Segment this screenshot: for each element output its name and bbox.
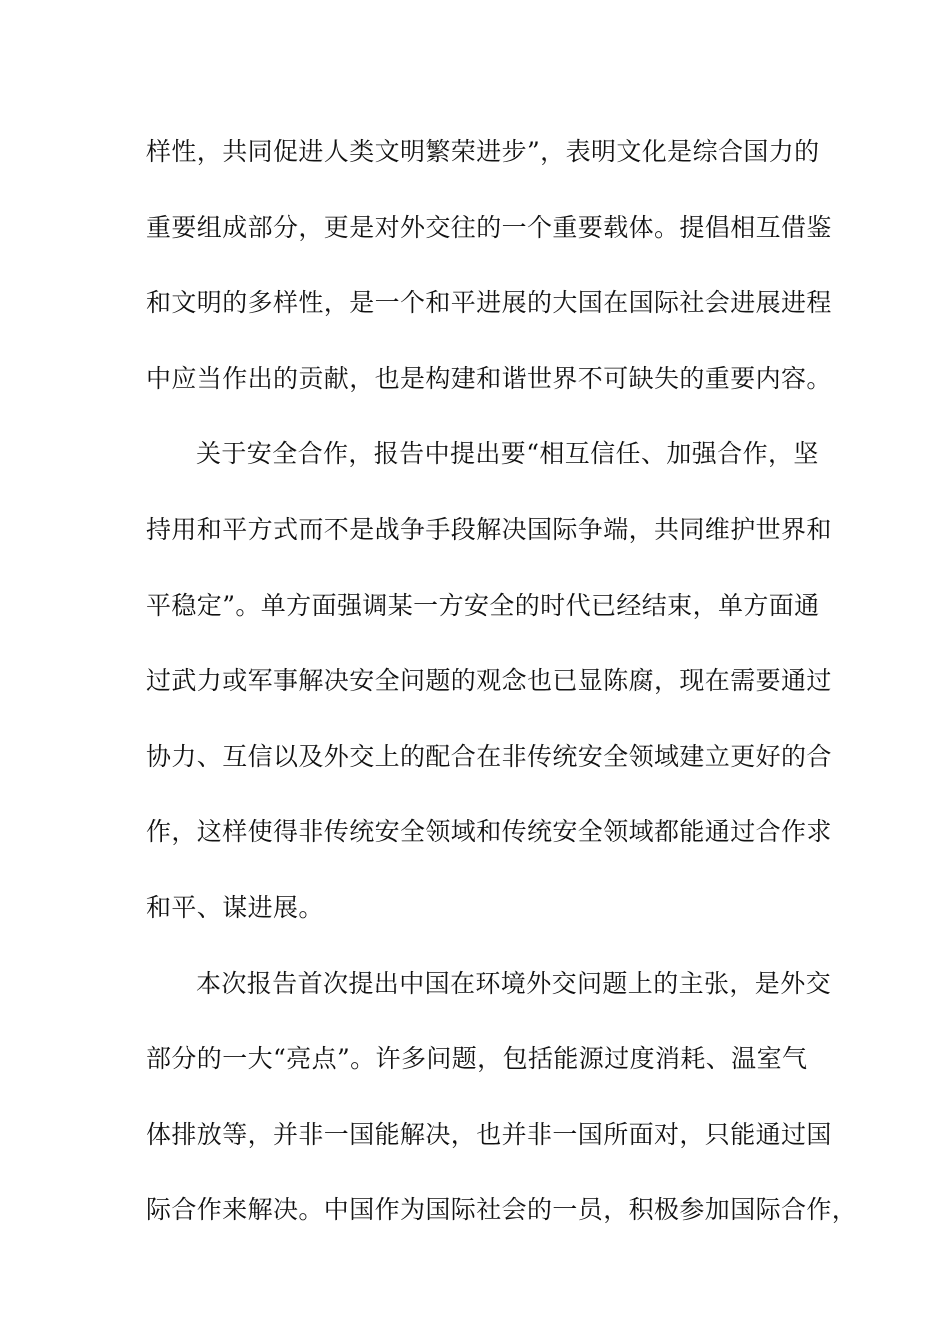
text-line: 平稳定”。单方面强调某一方安全的时代已经结束，单方面通 <box>146 590 820 620</box>
text-line: 作，这样使得非传统安全领域和传统安全领域都能通过合作求 <box>146 817 832 847</box>
text-line: 协力、互信以及外交上的配合在非传统安全领域建立更好的合 <box>146 741 832 771</box>
text-line: 际合作来解决。中国作为国际社会的一员，积极参加国际合作， <box>146 1195 858 1225</box>
text-line: 中应当作出的贡献，也是构建和谐世界不可缺失的重要内容。 <box>146 363 832 393</box>
text-line: 和文明的多样性，是一个和平进展的大国在国际社会进展进程 <box>146 288 832 318</box>
text-line: 样性，共同促进人类文明繁荣进步”，表明文化是综合国力的 <box>146 137 820 166</box>
paragraph-start-line: 本次报告首次提出中国在环境外交问题上的主张，是外交 <box>196 968 832 998</box>
text-line: 体排放等，并非一国能解决，也并非一国所面对，只能通过国 <box>146 1119 832 1149</box>
document-body-text <box>146 132 858 1266</box>
text-line: 重要组成部分，更是对外交往的一个重要载体。提倡相互借鉴 <box>146 212 832 242</box>
text-line: 过武力或军事解决安全问题的观念也已显陈腐，现在需要通过 <box>146 666 832 696</box>
paragraph-start-line: 关于安全合作，报告中提出要“相互信任、加强合作，坚 <box>196 439 819 469</box>
text-line: 和平、谋进展。 <box>146 892 324 922</box>
text-line: 持用和平方式而不是战争手段解决国际争端，共同维护世界和 <box>146 514 832 544</box>
text-line: 部分的一大“亮点”。许多问题，包括能源过度消耗、温室气 <box>146 1044 808 1074</box>
